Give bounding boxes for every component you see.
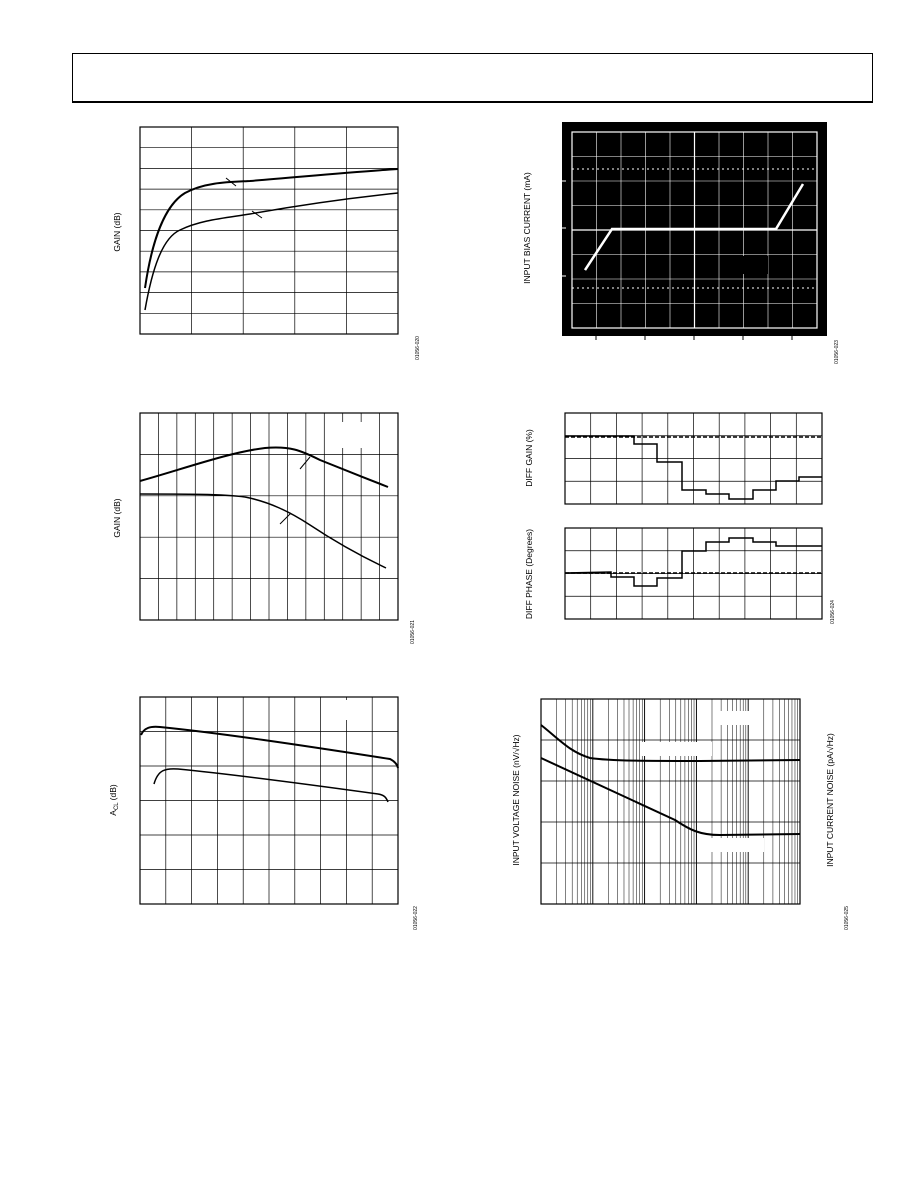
chart-diff-phase [524, 528, 836, 624]
chart-closed-loop-gain-ylabel-main: A [108, 810, 118, 816]
chart-diff-phase-ylabel: DIFF PHASE (Degrees) [524, 528, 534, 620]
chart-input-noise-grid [541, 699, 800, 904]
chart-input-noise [511, 699, 850, 930]
chart-gain-frequency-legend-area [330, 422, 368, 448]
chart-gain-time-figure-id: 01056-020 [415, 336, 421, 360]
chart-input-noise-ylabel-right: INPUT CURRENT NOISE (pA/√Hz) [825, 733, 835, 867]
chart-input-bias-current-readout-area [740, 256, 768, 274]
chart-input-noise-figure-id: 01056-025 [844, 906, 850, 930]
chart-closed-loop-gain-curve-lower [154, 769, 388, 802]
chart-input-noise-legend-area-middle [640, 742, 712, 756]
chart-gain-frequency-ylabel: GAIN (dB) [112, 498, 122, 538]
chart-input-noise-frame [541, 699, 800, 904]
chart-input-bias-current-figure-id: 01056-023 [834, 340, 840, 364]
chart-gain-frequency-pointer-upper [300, 457, 310, 469]
chart-gain-time [112, 127, 421, 360]
chart-diff-phase-figure-id: 01056-024 [830, 600, 836, 624]
chart-closed-loop-gain-ylabel [108, 784, 120, 816]
chart-closed-loop-gain-ylabel-sub: CL [114, 802, 120, 811]
chart-closed-loop-gain-ylabel-unit: (dB) [108, 784, 118, 801]
chart-closed-loop-gain-curve-upper [141, 727, 398, 768]
chart-input-noise-ylabel-left: INPUT VOLTAGE NOISE (nV/√Hz) [511, 734, 521, 866]
chart-closed-loop-gain-legend-area [340, 700, 362, 720]
chart-diff-gain [524, 413, 822, 504]
chart-closed-loop-gain-figure-id: 01056-022 [413, 906, 419, 930]
chart-gain-time-ylabel: GAIN (dB) [112, 212, 122, 252]
chart-input-bias-current-ylabel: INPUT BIAS CURRENT (mA) [522, 172, 532, 284]
chart-input-noise-legend-area-upper [720, 711, 760, 725]
chart-gain-frequency [112, 413, 416, 644]
chart-gain-frequency-figure-id: 01056-021 [410, 620, 416, 644]
chart-closed-loop-gain [108, 697, 419, 930]
chart-input-noise-current-curve [541, 758, 800, 835]
chart-input-bias-current [522, 122, 840, 364]
chart-input-noise-legend-area-lower [708, 838, 764, 852]
chart-gain-frequency-pointer-lower [280, 513, 291, 524]
chart-diff-gain-ylabel: DIFF GAIN (%) [524, 429, 534, 487]
